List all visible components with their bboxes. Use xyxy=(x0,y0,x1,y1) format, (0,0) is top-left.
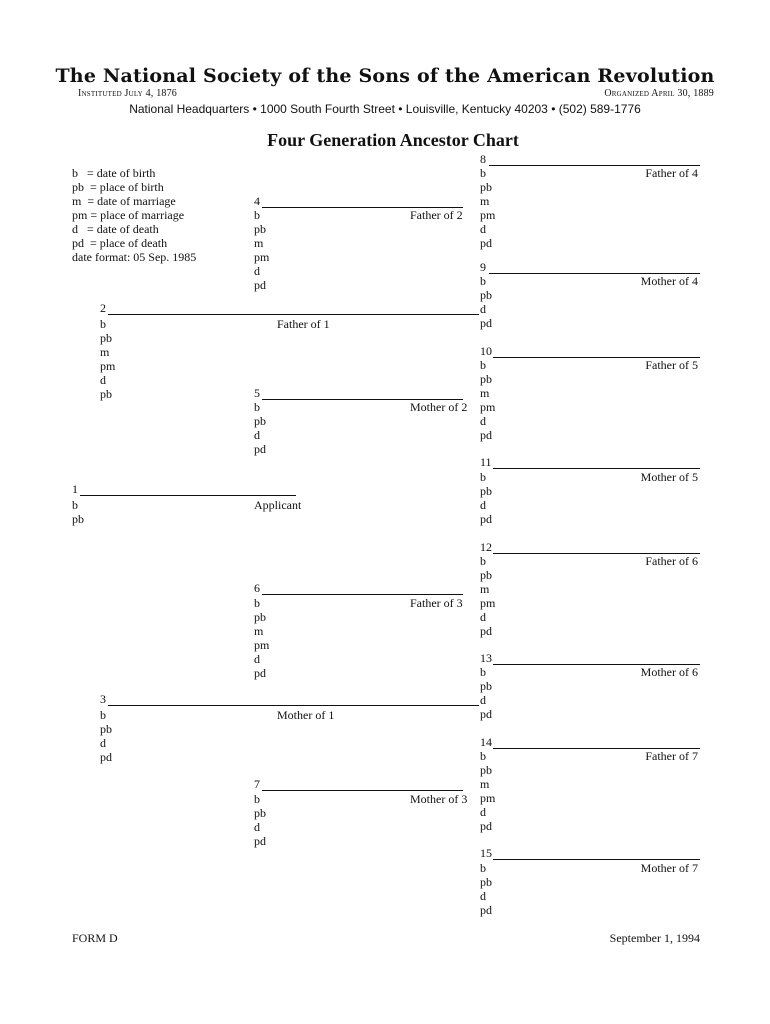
field-code: d xyxy=(254,427,260,442)
legend-line: d = date of death xyxy=(72,222,159,236)
field-code: m xyxy=(254,235,264,250)
field-code: pd xyxy=(254,277,266,292)
field-code: pd xyxy=(480,315,492,330)
field-code: b xyxy=(480,166,486,180)
person-number: 3 xyxy=(100,692,106,706)
person-number: 13 xyxy=(480,651,492,665)
person-number: 10 xyxy=(480,344,492,358)
organization-title: The National Society of the Sons of the American Revolution xyxy=(55,65,715,87)
field-code: pb xyxy=(100,386,112,401)
field-code: pm xyxy=(100,358,116,373)
field-code: b xyxy=(480,274,486,288)
field-code: b xyxy=(480,861,486,875)
field-code: pb xyxy=(254,413,266,428)
relationship-label: Father of 2 xyxy=(410,208,463,222)
person-number: 12 xyxy=(480,540,492,554)
field-code: b xyxy=(254,596,260,610)
legend-line: pm = place of marriage xyxy=(72,208,185,222)
field-code: pm xyxy=(480,595,496,610)
field-code: m xyxy=(480,581,490,596)
relationship-label: Father of 1 xyxy=(277,317,330,331)
legend-line: pd = place of death xyxy=(72,236,168,250)
organized-date: Organized April 30, 1889 xyxy=(604,88,714,99)
name-entry-line[interactable] xyxy=(493,468,700,469)
name-entry-line[interactable] xyxy=(262,790,463,791)
field-code: pm xyxy=(480,399,496,414)
field-code: d xyxy=(480,413,486,428)
form-label: FORM D xyxy=(72,931,118,945)
field-code: m xyxy=(254,623,264,638)
field-code: pd xyxy=(480,235,492,250)
field-code: pd xyxy=(480,623,492,638)
field-code: b xyxy=(480,749,486,763)
legend xyxy=(72,166,196,264)
field-code: d xyxy=(254,263,260,278)
field-code: b xyxy=(100,708,106,722)
relationship-label: Father of 4 xyxy=(645,166,698,180)
field-code: d xyxy=(480,221,486,236)
person-number: 15 xyxy=(480,846,492,860)
field-code: b xyxy=(480,665,486,679)
field-code: pd xyxy=(100,749,112,764)
field-code: b xyxy=(254,792,260,806)
field-code: pd xyxy=(254,665,266,680)
headquarters-address: National Headquarters • 1000 South Fourth Street • Louisville, Kentucky 40203 • (502) 589-1776 xyxy=(129,102,641,116)
field-code: pm xyxy=(254,249,270,264)
relationship-label: Mother of 7 xyxy=(640,861,698,875)
field-code: pd xyxy=(480,706,492,721)
field-code: pb xyxy=(480,762,492,777)
field-code: m xyxy=(100,344,110,359)
person-number: 8 xyxy=(480,152,486,166)
relationship-label: Mother of 6 xyxy=(640,665,698,679)
legend-line: date format: 05 Sep. 1985 xyxy=(72,250,197,264)
relationship-label: Applicant xyxy=(254,498,302,512)
field-code: pm xyxy=(254,637,270,652)
field-code: d xyxy=(254,651,260,666)
field-code: d xyxy=(254,819,260,834)
person-number: 2 xyxy=(100,301,106,315)
field-code: pb xyxy=(480,179,492,194)
field-code: b xyxy=(72,498,78,512)
field-code: pm xyxy=(480,790,496,805)
field-code: pd xyxy=(254,441,266,456)
relationship-label: Father of 6 xyxy=(645,554,698,568)
field-code: pb xyxy=(254,221,266,236)
field-code: b xyxy=(100,317,106,331)
field-code: pb xyxy=(480,371,492,386)
person-number: 5 xyxy=(254,386,260,400)
field-code: b xyxy=(254,400,260,414)
field-code: pb xyxy=(480,287,492,302)
legend-line: pb = place of birth xyxy=(72,180,164,194)
field-code: d xyxy=(480,804,486,819)
name-entry-line[interactable] xyxy=(493,859,700,860)
field-code: pb xyxy=(254,805,266,820)
field-code: d xyxy=(480,609,486,624)
person-number: 14 xyxy=(480,735,492,749)
relationship-label: Mother of 5 xyxy=(640,470,698,484)
relationship-label: Mother of 1 xyxy=(277,708,335,722)
field-code: d xyxy=(100,372,106,387)
relationship-label: Father of 7 xyxy=(645,749,698,763)
field-code: pd xyxy=(480,818,492,833)
person-number: 11 xyxy=(480,455,492,469)
relationship-label: Mother of 2 xyxy=(410,400,468,414)
field-code: pd xyxy=(480,902,492,917)
relationship-label: Father of 3 xyxy=(410,596,463,610)
field-code: b xyxy=(480,358,486,372)
relationship-label: Mother of 3 xyxy=(410,792,468,806)
field-code: pb xyxy=(254,609,266,624)
field-code: b xyxy=(480,470,486,484)
field-code: d xyxy=(100,735,106,750)
name-entry-line[interactable] xyxy=(262,594,463,595)
name-entry-line[interactable] xyxy=(108,314,479,315)
field-code: pb xyxy=(480,874,492,889)
field-code: m xyxy=(480,776,490,791)
field-code: pd xyxy=(254,833,266,848)
field-code: pb xyxy=(480,567,492,582)
chart-title: Four Generation Ancestor Chart xyxy=(267,130,519,150)
field-code: d xyxy=(480,692,486,707)
relationship-label: Mother of 4 xyxy=(640,274,698,288)
relationship-label: Father of 5 xyxy=(645,358,698,372)
instituted-date: Instituted July 4, 1876 xyxy=(78,88,178,99)
person-number: 7 xyxy=(254,777,260,791)
legend-line: b = date of birth xyxy=(72,166,156,180)
field-code: m xyxy=(480,193,490,208)
name-entry-line[interactable] xyxy=(108,705,479,706)
field-code: b xyxy=(480,554,486,568)
person-number: 4 xyxy=(254,194,260,208)
person-number: 6 xyxy=(254,581,260,595)
field-code: pb xyxy=(100,721,112,736)
field-code: pm xyxy=(480,207,496,222)
field-code: m xyxy=(480,385,490,400)
field-code: pb xyxy=(72,511,84,526)
field-code: pb xyxy=(100,330,112,345)
legend-line: m = date of marriage xyxy=(72,194,176,208)
person-number: 9 xyxy=(480,260,486,274)
field-code: pb xyxy=(480,678,492,693)
field-code: pb xyxy=(480,483,492,498)
form-date: September 1, 1994 xyxy=(609,931,700,945)
field-code: b xyxy=(254,208,260,222)
field-code: pd xyxy=(480,427,492,442)
person-number: 1 xyxy=(72,482,78,496)
field-code: d xyxy=(480,888,486,903)
field-code: d xyxy=(480,301,486,316)
field-code: pd xyxy=(480,511,492,526)
field-code: d xyxy=(480,497,486,512)
name-entry-line[interactable] xyxy=(80,495,296,496)
